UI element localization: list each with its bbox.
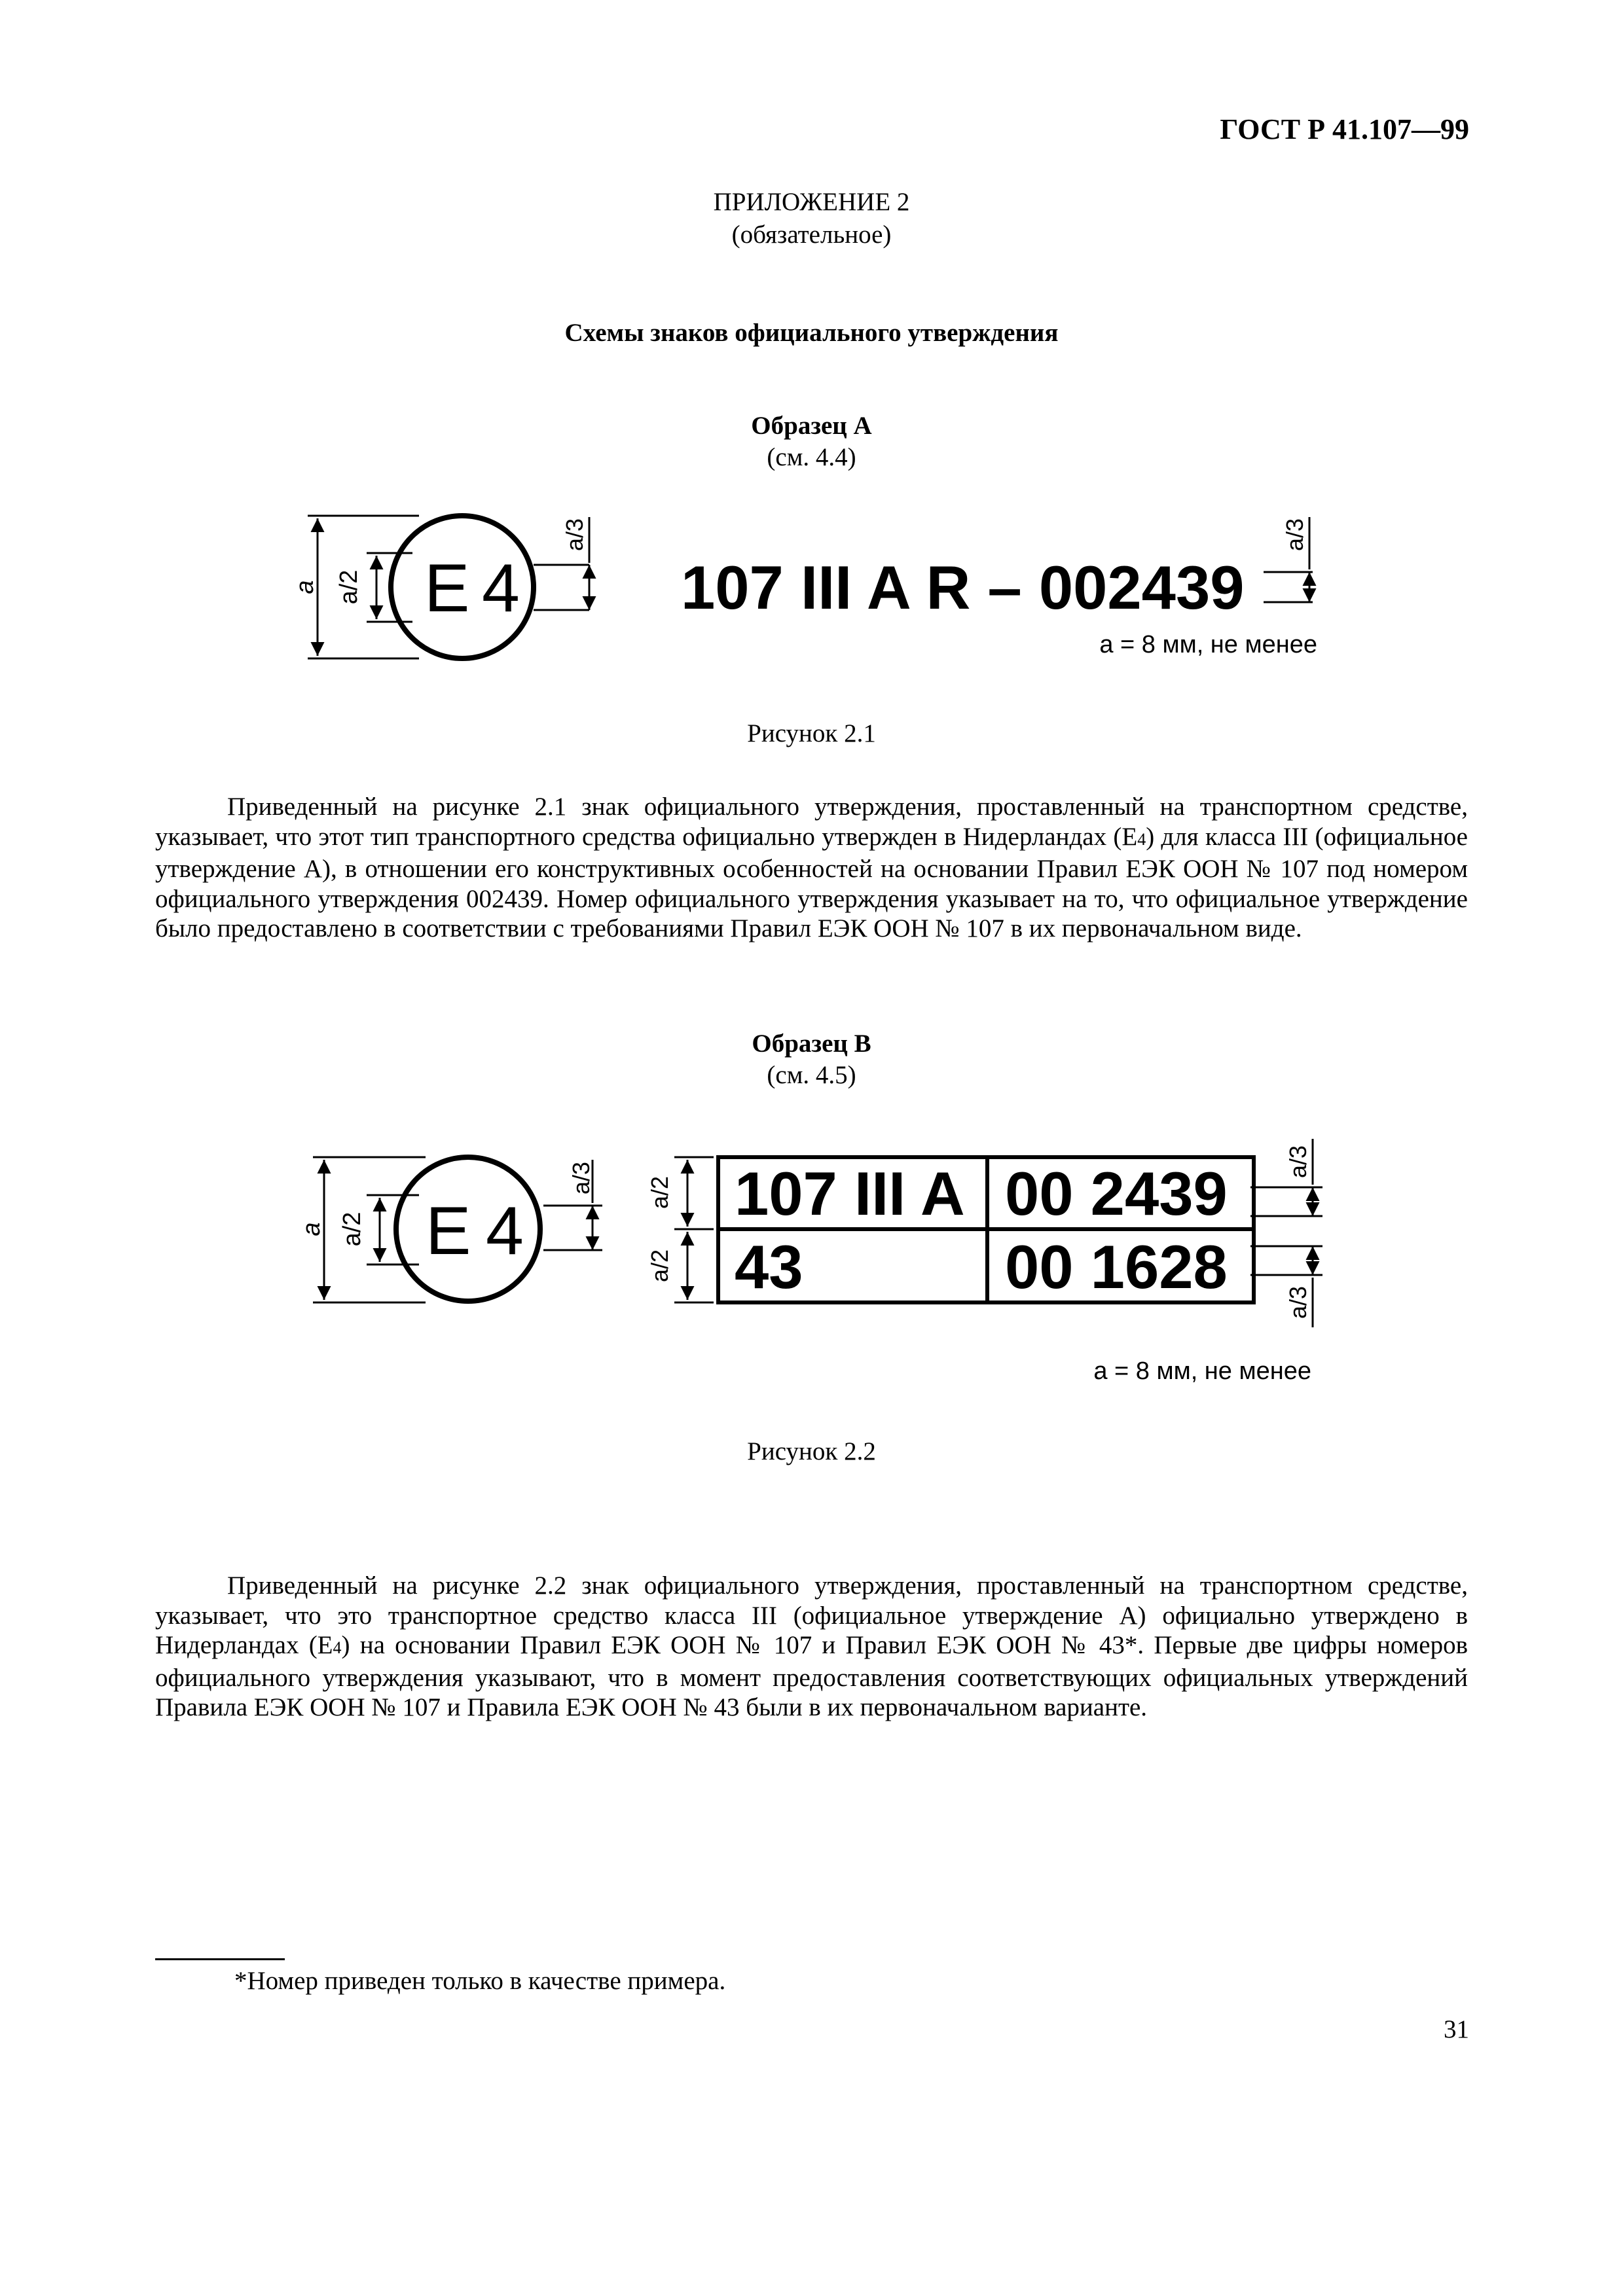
circle-number: 4 [482,550,520,626]
dimension-third-label: a/3 [1281,518,1308,552]
approval-number: 107 III A R – 002439 [681,553,1245,622]
sample-b-title: Образец В [752,1030,871,1058]
page-number: 31 [1444,2015,1469,2043]
circle-number: 4 [486,1193,524,1269]
dimension-third-label: a/3 [561,518,588,552]
table-cell-regulation-1: 107 III A [735,1159,965,1228]
sample-a-reference: (см. 4.4) [767,443,856,471]
appendix-status: (обязательное) [731,221,892,249]
table-cell-number-2: 00 1628 [1005,1232,1228,1301]
min-size-note: a = 8 мм, не менее [1093,1357,1311,1385]
sample-a-title: Образец А [751,412,872,440]
dimension-third-label: a/3 [568,1161,594,1195]
dimension-third-label: a/3 [1285,1145,1311,1179]
dimension-a-label: a [298,1222,325,1236]
footnote: *Номер приведен только в качестве примера. [234,1967,726,1995]
figure-caption-2-1: Рисунок 2.1 [747,719,876,747]
circle-letter-e: E [426,1193,471,1269]
figure-caption-2-2: Рисунок 2.2 [747,1437,876,1465]
min-size-note: a = 8 мм, не менее [1099,631,1317,658]
table-cell-regulation-2: 43 [735,1232,803,1301]
approval-mark-figure-b [0,1113,1623,1414]
dimension-half-label: a/2 [335,569,363,605]
approval-mark-figure-a [0,497,1623,694]
dimension-third-label: a/3 [1285,1285,1311,1319]
dimension-half-label: a/2 [646,1249,673,1283]
appendix-title: ПРИЛОЖЕНИЕ 2 [713,188,910,216]
table-cell-number-1: 00 2439 [1005,1159,1228,1228]
dimension-a-label: a [291,580,319,594]
section-title: Схемы знаков официального утверждения [564,319,1059,347]
sample-b-paragraph: Приведенный на рисунке 2.2 знак официального утверждения, проставленный на транспортном средстве, указывает, что это транспортное средство класса III (официальное утверждение А) официально утверждено в Нидерландах (Е4) на основании Правил ЕЭК ООН № 107 и Правил ЕЭК ООН № 43*. Первые две цифры номеров официального утверждения указывают, что в момент предоставления соответствующих официальных утверждений Правила ЕЭК ООН № 107 и Правила ЕЭК ООН № 43 были в их первоначальном варианте. [155,1571,1468,1721]
sample-a-paragraph: Приведенный на рисунке 2.1 знак официального утверждения, проставленный на транспортном средстве, указывает, что этот тип транспортного средства официально утвержден в Нидерландах (Е4) для класса III (официальное утверждение А), в отношении его конструктивных особенностей на основании Правил ЕЭК ООН № 107 под номером официального утверждения 002439. Номер официального утверждения указывает на то, что официальное утверждение было предоставлено в соответствии с требованиями Правил ЕЭК ООН № 107 в их первоначальном виде. [155,793,1468,942]
dimension-half-label: a/2 [338,1211,366,1247]
footnote-divider [155,1958,285,1960]
document-code: ГОСТ Р 41.107—99 [1220,113,1469,145]
dimension-half-label: a/2 [646,1175,673,1210]
circle-letter-e: E [424,550,470,626]
sample-b-reference: (см. 4.5) [767,1061,856,1089]
